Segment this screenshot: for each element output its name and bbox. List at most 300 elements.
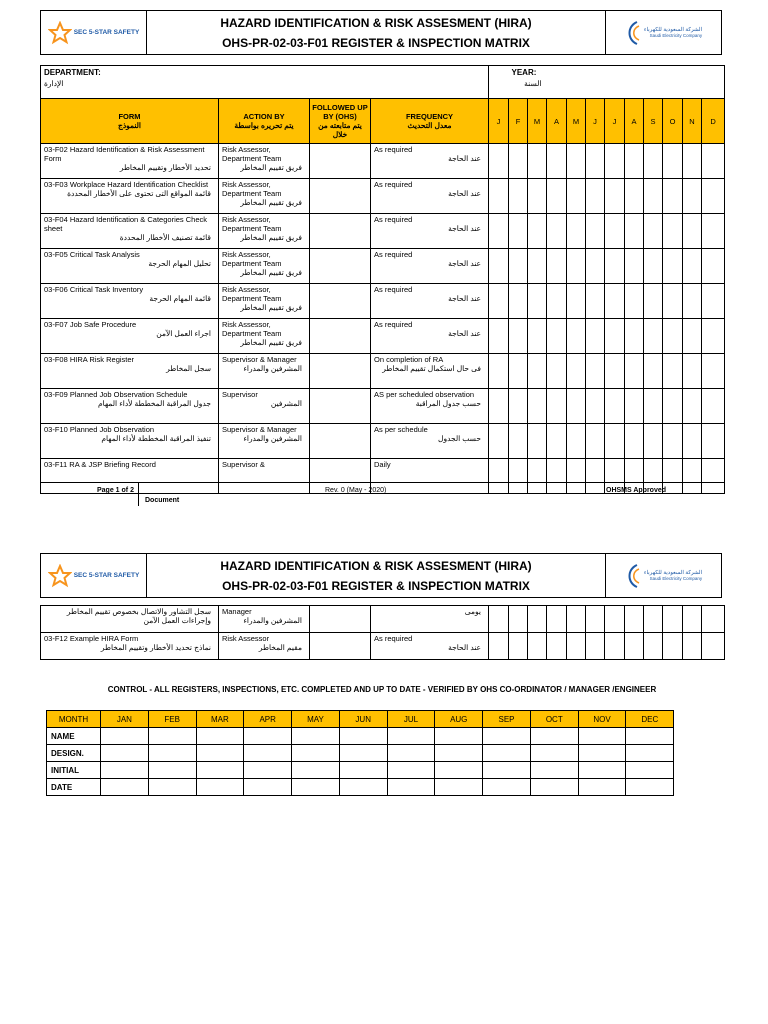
control-entry-cell[interactable] (148, 762, 196, 779)
month-check-cell[interactable] (567, 249, 586, 284)
month-check-cell[interactable] (528, 606, 547, 633)
month-check-cell[interactable] (702, 179, 725, 214)
sec-emblem-icon (625, 563, 641, 589)
left-logo-cell (41, 11, 147, 55)
form-cell (41, 424, 219, 459)
month-check-cell[interactable] (528, 214, 547, 249)
control-entry-cell[interactable] (339, 762, 387, 779)
control-entry-cell[interactable] (292, 728, 340, 745)
control-entry-cell[interactable] (578, 762, 626, 779)
frequency-cell-text: Daily (374, 460, 391, 469)
month-check-cell[interactable] (644, 389, 663, 424)
table-row (41, 389, 725, 424)
month-header: JUL (387, 711, 435, 728)
month-check-cell[interactable] (528, 424, 547, 459)
month-check-cell[interactable] (528, 144, 547, 179)
action-by-cell (219, 424, 310, 459)
control-entry-cell[interactable] (626, 728, 674, 745)
month-check-cell[interactable] (625, 179, 644, 214)
control-entry-cell[interactable] (435, 779, 483, 796)
form-cell (41, 284, 219, 319)
month-check-cell[interactable] (567, 633, 586, 660)
frequency-cell (371, 319, 489, 354)
month-check-cell[interactable] (605, 424, 625, 459)
col-month: F (509, 99, 528, 144)
followed-by-cell (310, 144, 371, 179)
right-logo-cell (606, 11, 722, 55)
month-check-cell[interactable] (509, 459, 528, 494)
form-cell-text: 03-F08 HIRA Risk Register (44, 355, 135, 364)
col-month: A (547, 99, 567, 144)
month-check-cell[interactable] (547, 319, 567, 354)
form-cell-text-ar: قائمة تصنيف الأخطار المحددة (119, 233, 211, 242)
month-check-cell[interactable] (625, 214, 644, 249)
control-entry-cell[interactable] (626, 762, 674, 779)
month-check-cell[interactable] (683, 249, 702, 284)
month-check-cell[interactable] (644, 214, 663, 249)
control-entry-cell[interactable] (339, 779, 387, 796)
control-entry-cell[interactable] (626, 745, 674, 762)
control-entry-cell[interactable] (196, 779, 244, 796)
month-check-cell[interactable] (586, 606, 605, 633)
month-check-cell[interactable] (489, 354, 509, 389)
month-check-cell[interactable] (605, 284, 625, 319)
followed-by-cell (310, 179, 371, 214)
month-check-cell[interactable] (586, 354, 605, 389)
month-check-cell[interactable] (489, 424, 509, 459)
control-entry-cell[interactable] (101, 762, 149, 779)
month-check-cell[interactable] (547, 249, 567, 284)
month-check-cell[interactable] (509, 633, 528, 660)
form-cell (41, 354, 219, 389)
action-by-cell (219, 319, 310, 354)
col-month: M (567, 99, 586, 144)
frequency-cell-text: AS per scheduled observation (374, 390, 475, 399)
month-check-cell[interactable] (509, 214, 528, 249)
logo-right-arabic: الشركة السعودية للكهرباء (643, 27, 703, 33)
form-cell-text-ar: اجراء العمل الآمن (156, 329, 211, 338)
control-entry-cell[interactable] (244, 762, 292, 779)
month-header: MAR (196, 711, 244, 728)
month-check-cell[interactable] (586, 459, 605, 494)
month-check-cell[interactable] (702, 459, 725, 494)
year-label: YEAR: (511, 68, 537, 77)
month-check-cell[interactable] (625, 424, 644, 459)
month-check-cell[interactable] (489, 249, 509, 284)
action-by-cell-text: Risk Assessor, Department Team (222, 180, 282, 198)
month-header: FEB (148, 711, 196, 728)
register-continuation-table (40, 605, 725, 660)
action-by-cell (219, 144, 310, 179)
form-cell-text: 03-F03 Workplace Hazard Identification Checklist (44, 180, 209, 189)
month-check-cell[interactable] (625, 284, 644, 319)
month-check-cell[interactable] (625, 606, 644, 633)
control-entry-cell[interactable] (483, 779, 531, 796)
month-check-cell[interactable] (489, 179, 509, 214)
month-check-cell[interactable] (663, 179, 683, 214)
month-check-cell[interactable] (702, 249, 725, 284)
month-check-cell[interactable] (644, 249, 663, 284)
month-check-cell[interactable] (586, 144, 605, 179)
month-check-cell[interactable] (567, 214, 586, 249)
frequency-cell-text-ar: عند الحاجة (448, 154, 481, 163)
frequency-cell (371, 606, 489, 633)
month-check-cell[interactable] (663, 284, 683, 319)
frequency-cell-text-ar: يومى (464, 607, 481, 616)
month-check-cell[interactable] (683, 633, 702, 660)
month-check-cell[interactable] (683, 214, 702, 249)
month-check-cell[interactable] (644, 606, 663, 633)
col-form: FORM النموذج (41, 99, 219, 144)
col-month: D (702, 99, 725, 144)
control-row-label: INITIAL (47, 762, 101, 779)
month-check-cell[interactable] (567, 354, 586, 389)
control-entry-cell[interactable] (483, 762, 531, 779)
form-cell-text: 03-F05 Critical Task Analysis (44, 250, 140, 259)
month-check-cell[interactable] (489, 284, 509, 319)
frequency-cell-text-ar: عند الحاجة (448, 329, 481, 338)
frequency-cell (371, 284, 489, 319)
month-check-cell[interactable] (663, 424, 683, 459)
month-check-cell[interactable] (547, 606, 567, 633)
month-check-cell[interactable] (547, 284, 567, 319)
month-check-cell[interactable] (702, 389, 725, 424)
control-entry-cell[interactable] (244, 779, 292, 796)
control-entry-cell[interactable] (578, 745, 626, 762)
control-entry-cell[interactable] (292, 779, 340, 796)
month-header: APR (244, 711, 292, 728)
month-check-cell[interactable] (547, 354, 567, 389)
month-check-cell[interactable] (547, 424, 567, 459)
form-cell-text-ar: تحليل المهام الحرجة (148, 259, 211, 268)
month-check-cell[interactable] (509, 606, 528, 633)
control-entry-cell[interactable] (387, 745, 435, 762)
month-check-cell[interactable] (528, 633, 547, 660)
month-check-cell[interactable] (702, 354, 725, 389)
control-entry-cell[interactable] (148, 728, 196, 745)
control-note: CONTROL - ALL REGISTERS, INSPECTIONS, ETC. COMPLETED AND UP TO DATE - VERIFIED BY OHS CO-ORDINATOR / MANAGER /ENGINEER (107, 685, 657, 694)
month-check-cell[interactable] (509, 179, 528, 214)
month-check-cell[interactable] (683, 389, 702, 424)
control-entry-cell[interactable] (196, 728, 244, 745)
control-entry-cell[interactable] (244, 745, 292, 762)
control-entry-cell[interactable] (626, 779, 674, 796)
month-check-cell[interactable] (528, 459, 547, 494)
form-cell-text-ar: تنفيذ المراقبة المخططة لأداء المهام (101, 434, 211, 443)
month-check-cell[interactable] (663, 354, 683, 389)
month-check-cell[interactable] (489, 214, 509, 249)
month-header: MAY (292, 711, 340, 728)
month-check-cell[interactable] (644, 319, 663, 354)
month-check-cell[interactable] (644, 633, 663, 660)
form-cell-text-ar: قائمة المهام الحرجة (149, 294, 211, 303)
control-row (47, 779, 722, 796)
control-entry-cell[interactable] (483, 728, 531, 745)
control-entry-cell[interactable] (435, 762, 483, 779)
month-check-cell[interactable] (605, 144, 625, 179)
control-entry-cell[interactable] (148, 745, 196, 762)
month-check-cell[interactable] (509, 144, 528, 179)
frequency-cell-text-ar: حسب جدول المراقبة (415, 399, 481, 408)
department-label: DEPARTMENT: (44, 68, 101, 77)
month-check-cell[interactable] (683, 284, 702, 319)
month-check-cell[interactable] (528, 319, 547, 354)
month-check-cell[interactable] (567, 389, 586, 424)
month-check-cell[interactable] (586, 179, 605, 214)
document-code: OHS-PR-02-03-F01 REGISTER & INSPECTION MATRIX (222, 578, 530, 593)
form-cell-text: 03-F06 Critical Task Inventory (44, 285, 144, 294)
month-check-cell[interactable] (605, 633, 625, 660)
month-check-cell[interactable] (509, 354, 528, 389)
frequency-cell-text: As per schedule (374, 425, 428, 434)
control-entry-cell[interactable] (292, 745, 340, 762)
logo-right-english: Saudi Electricity Company (649, 33, 703, 38)
control-entry-cell[interactable] (530, 728, 578, 745)
month-check-cell[interactable] (509, 424, 528, 459)
action-by-cell-text: Risk Assessor, Department Team (222, 250, 282, 268)
form-cell-text-ar: سجل التشاور والاتصال بخصوص تقييم المخاطر وإجراءات العمل الآمن (66, 607, 211, 625)
month-check-cell[interactable] (547, 144, 567, 179)
month-check-cell[interactable] (547, 459, 567, 494)
month-check-cell[interactable] (683, 424, 702, 459)
action-by-cell-text: Supervisor & Manager (222, 355, 297, 364)
month-header: OCT (530, 711, 578, 728)
frequency-cell-text-ar: عند الحاجة (448, 259, 481, 268)
action-by-cell-text-ar: المشرفين والمدراء (243, 364, 302, 373)
month-check-cell[interactable] (625, 144, 644, 179)
control-entry-cell[interactable] (387, 779, 435, 796)
month-check-cell[interactable] (663, 606, 683, 633)
month-check-cell[interactable] (644, 284, 663, 319)
control-row (47, 762, 722, 779)
month-check-cell[interactable] (586, 284, 605, 319)
month-check-cell[interactable] (586, 214, 605, 249)
month-check-cell[interactable] (567, 459, 586, 494)
month-check-cell[interactable] (528, 179, 547, 214)
control-row (47, 745, 722, 762)
month-check-cell[interactable] (528, 284, 547, 319)
month-check-cell[interactable] (489, 459, 509, 494)
month-header: JAN (101, 711, 149, 728)
sec-company-logo (606, 11, 721, 54)
control-entry-cell[interactable] (339, 728, 387, 745)
month-check-cell[interactable] (605, 354, 625, 389)
month-check-cell[interactable] (683, 459, 702, 494)
month-check-cell[interactable] (702, 319, 725, 354)
title-cell (147, 554, 606, 598)
year-cell (509, 66, 725, 99)
frequency-cell-text-ar: عند الحاجة (448, 294, 481, 303)
logo-left-text: SEC 5-STAR SAFETY (73, 572, 140, 579)
month-check-cell[interactable] (702, 144, 725, 179)
logo-right-english: Saudi Electricity Company (649, 576, 703, 581)
control-entry-cell[interactable] (483, 745, 531, 762)
control-entry-cell[interactable] (101, 728, 149, 745)
control-entry-cell[interactable] (435, 745, 483, 762)
month-label: MONTH (47, 711, 101, 728)
month-check-cell[interactable] (702, 633, 725, 660)
month-check-cell[interactable] (489, 389, 509, 424)
control-entry-cell[interactable] (530, 745, 578, 762)
month-check-cell[interactable] (586, 249, 605, 284)
frequency-cell-text-ar: عند الحاجة (448, 224, 481, 233)
form-cell (41, 633, 219, 660)
control-entry-cell[interactable] (578, 728, 626, 745)
month-check-cell[interactable] (663, 144, 683, 179)
col-action-by: ACTION BY يتم تحريره بواسطة (219, 99, 310, 144)
month-check-cell[interactable] (547, 389, 567, 424)
frequency-cell-text: As required (374, 320, 413, 329)
control-entry-cell[interactable] (101, 779, 149, 796)
month-check-cell[interactable] (567, 319, 586, 354)
month-check-cell[interactable] (528, 354, 547, 389)
month-check-cell[interactable] (547, 179, 567, 214)
action-by-cell (219, 214, 310, 249)
control-entry-cell[interactable] (435, 728, 483, 745)
month-check-cell[interactable] (702, 214, 725, 249)
month-check-cell[interactable] (528, 249, 547, 284)
month-check-cell[interactable] (567, 606, 586, 633)
month-check-cell[interactable] (625, 354, 644, 389)
month-check-cell[interactable] (489, 144, 509, 179)
approval-label: OHSMS Approved (606, 487, 667, 494)
document-title: HAZARD IDENTIFICATION & RISK ASSESMENT (HIRA) (220, 15, 532, 30)
frequency-cell-text: As required (374, 285, 413, 294)
month-check-cell[interactable] (683, 354, 702, 389)
control-verification-table (46, 710, 722, 796)
form-cell-text: 03-F09 Planned Job Observation Schedule (44, 390, 188, 399)
month-check-cell[interactable] (586, 389, 605, 424)
control-entry-cell[interactable] (196, 762, 244, 779)
month-check-cell[interactable] (625, 389, 644, 424)
control-entry-cell[interactable] (578, 779, 626, 796)
month-check-cell[interactable] (489, 606, 509, 633)
month-check-cell[interactable] (567, 144, 586, 179)
month-check-cell[interactable] (547, 214, 567, 249)
month-check-cell[interactable] (683, 319, 702, 354)
sec-5star-logo (41, 554, 146, 597)
month-check-cell[interactable] (683, 179, 702, 214)
month-check-cell[interactable] (528, 389, 547, 424)
month-check-cell[interactable] (644, 354, 663, 389)
revision-label: Rev. 0 (May - 2020) (325, 487, 387, 494)
table-row (41, 633, 725, 660)
action-by-cell (219, 459, 310, 494)
control-entry-cell[interactable] (148, 779, 196, 796)
logo-left-text: SEC 5-STAR SAFETY (73, 29, 140, 36)
month-check-cell[interactable] (625, 633, 644, 660)
form-cell-text: 03-F10 Planned Job Observation (44, 425, 155, 434)
month-check-cell[interactable] (567, 179, 586, 214)
frequency-cell-text: As required (374, 215, 413, 224)
page-number: Page 1 of 2 (97, 487, 134, 494)
register-rows (41, 144, 725, 494)
register-rows-continued (41, 606, 725, 660)
month-check-cell[interactable] (702, 606, 725, 633)
control-entry-cell[interactable] (387, 728, 435, 745)
frequency-cell (371, 354, 489, 389)
frequency-cell (371, 633, 489, 660)
month-check-cell[interactable] (605, 249, 625, 284)
frequency-cell-text-ar: فى حال استكمال تقييم المخاطر (382, 364, 481, 373)
table-row (41, 319, 725, 354)
month-check-cell[interactable] (605, 606, 625, 633)
month-check-cell[interactable] (489, 319, 509, 354)
year-label-ar: السنة (524, 79, 542, 88)
control-entry-cell[interactable] (387, 762, 435, 779)
month-check-cell[interactable] (663, 389, 683, 424)
month-check-cell[interactable] (702, 284, 725, 319)
month-check-cell[interactable] (644, 144, 663, 179)
month-check-cell[interactable] (489, 633, 509, 660)
month-check-cell[interactable] (509, 389, 528, 424)
document-code: OHS-PR-02-03-F01 REGISTER & INSPECTION MATRIX (222, 35, 530, 50)
month-check-cell[interactable] (605, 179, 625, 214)
action-by-cell-text: Risk Assessor, Department Team (222, 215, 282, 233)
control-entry-cell[interactable] (196, 745, 244, 762)
col-month: A (625, 99, 644, 144)
month-check-cell[interactable] (663, 249, 683, 284)
form-cell-text-ar: تحديد الأخطار وتقييم المخاطر (119, 163, 211, 172)
month-check-cell[interactable] (605, 319, 625, 354)
page1-header (40, 10, 722, 55)
frequency-cell-text-ar: حسب الجدول (438, 434, 481, 443)
table-row (41, 214, 725, 249)
month-check-cell[interactable] (605, 214, 625, 249)
month-check-cell[interactable] (605, 389, 625, 424)
col-followed-by: FOLLOWED UP BY (OHS) يتم متابعته من خلال (310, 99, 371, 144)
frequency-cell (371, 249, 489, 284)
department-cell (41, 66, 489, 99)
month-check-cell[interactable] (625, 319, 644, 354)
form-cell (41, 249, 219, 284)
control-entry-cell[interactable] (530, 779, 578, 796)
month-check-cell[interactable] (663, 633, 683, 660)
control-entry-cell[interactable] (101, 745, 149, 762)
month-check-cell[interactable] (683, 144, 702, 179)
month-check-cell[interactable] (683, 606, 702, 633)
month-check-cell[interactable] (567, 284, 586, 319)
control-entry-cell[interactable] (339, 745, 387, 762)
month-check-cell[interactable] (663, 319, 683, 354)
month-check-cell[interactable] (644, 179, 663, 214)
month-check-cell[interactable] (586, 424, 605, 459)
form-cell (41, 179, 219, 214)
month-check-cell[interactable] (663, 214, 683, 249)
action-by-cell-text-ar: فريق تقييم المخاطر (240, 338, 302, 347)
control-entry-cell[interactable] (292, 762, 340, 779)
followed-by-cell (310, 284, 371, 319)
month-check-cell[interactable] (509, 284, 528, 319)
action-by-cell-text: Risk Assessor, Department Team (222, 320, 282, 338)
month-check-cell[interactable] (702, 424, 725, 459)
month-check-cell[interactable] (586, 633, 605, 660)
star-icon (48, 564, 72, 588)
month-check-cell[interactable] (644, 424, 663, 459)
month-check-cell[interactable] (586, 319, 605, 354)
month-check-cell[interactable] (547, 633, 567, 660)
month-check-cell[interactable] (567, 424, 586, 459)
form-cell (41, 214, 219, 249)
control-row (47, 728, 722, 745)
control-entry-cell[interactable] (530, 762, 578, 779)
month-check-cell[interactable] (509, 249, 528, 284)
month-check-cell[interactable] (509, 319, 528, 354)
followed-by-cell (310, 319, 371, 354)
form-cell-text: 03-F02 Hazard Identification & Risk Assessment Form (44, 145, 205, 163)
control-entry-cell[interactable] (244, 728, 292, 745)
month-check-cell[interactable] (625, 249, 644, 284)
